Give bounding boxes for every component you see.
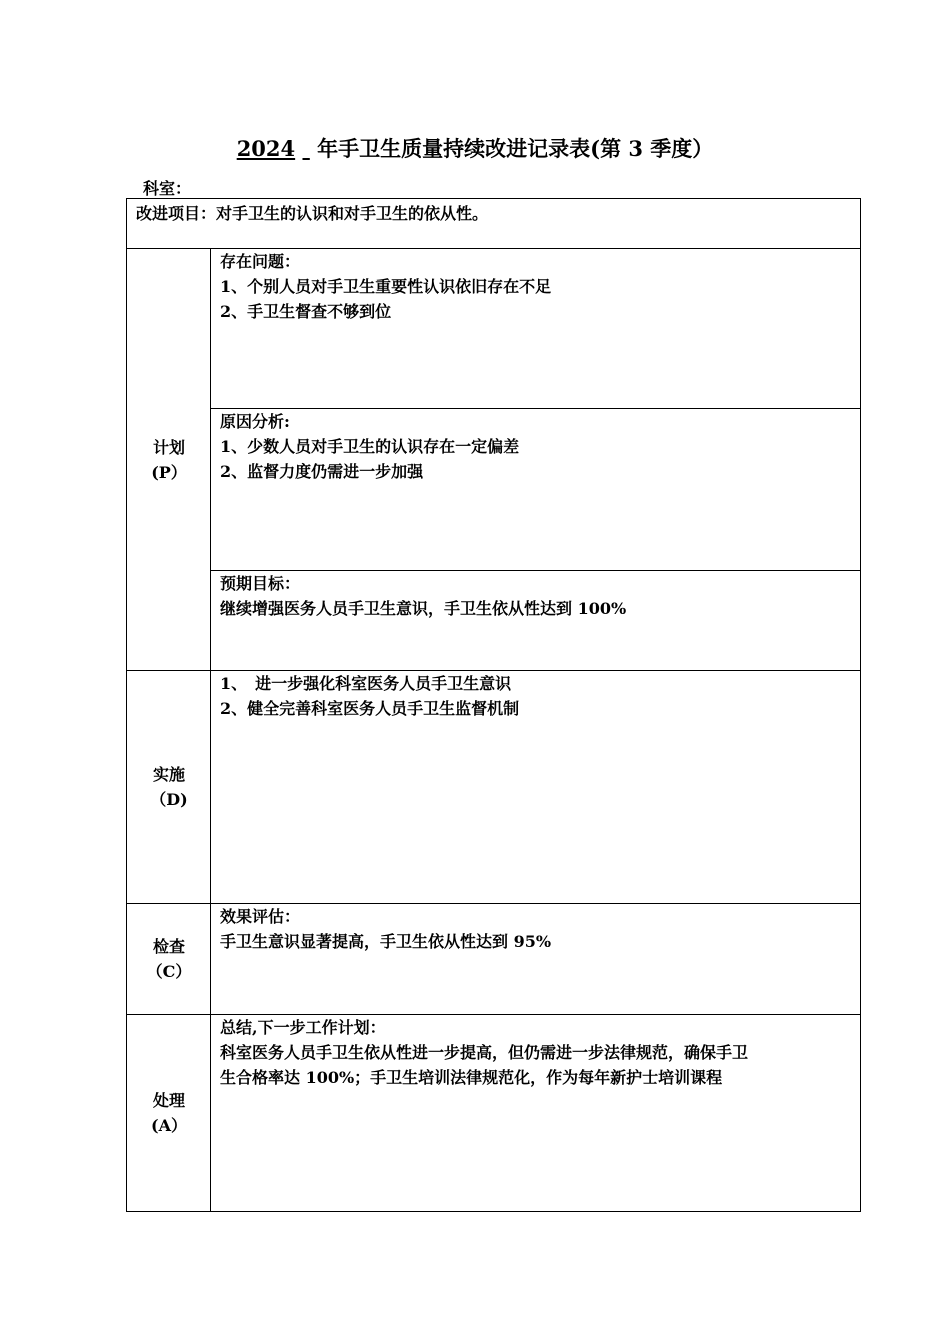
cause-item: 2、监督力度仍需进一步加强 (220, 462, 424, 481)
document-title (0, 133, 950, 163)
goal-cell (220, 571, 626, 621)
check-cell (220, 904, 551, 954)
act-heading: 总结,下一步工作计划： (220, 1018, 386, 1037)
problem-item: 1、个别人员对手卫生重要性认识依旧存在不足 (220, 277, 552, 296)
problems-cell (220, 249, 551, 324)
goal-text: 继续增强医务人员手卫生意识，手卫生依从性达到 100% (220, 599, 627, 618)
plan-label-code: (P） (151, 463, 187, 482)
plan-label (127, 435, 211, 485)
cause-item: 1、少数人员对手卫生的认识存在一定偏差 (220, 437, 520, 456)
record-table (126, 198, 861, 1212)
causes-heading: 原因分析: (220, 412, 290, 431)
problems-heading: 存在问题： (220, 252, 301, 271)
department-label: 科室： (143, 179, 192, 198)
act-text-line: 科室医务人员手卫生依从性进一步提高，但仍需进一步法律规范，确保手卫 (220, 1043, 749, 1062)
do-item: 1、 进一步强化科室医务人员手卫生意识 (220, 674, 512, 693)
act-label-title: 处理 (152, 1091, 185, 1110)
do-cell (220, 671, 519, 721)
do-item: 2、健全完善科室医务人员手卫生监督机制 (220, 699, 520, 718)
problem-item: 2、手卫生督查不够到位 (220, 302, 392, 321)
plan-label-title: 计划 (152, 438, 185, 457)
project-cell (136, 201, 488, 226)
check-label-code: （C） (146, 962, 192, 981)
project-text: 改进项目：对手卫生的认识和对手卫生的依从性。 (136, 204, 489, 223)
act-label-code: (A） (151, 1116, 187, 1135)
goal-heading: 预期目标： (220, 574, 301, 593)
do-label (127, 762, 211, 812)
check-heading: 效果评估： (220, 907, 301, 926)
column-divider (210, 248, 211, 1211)
do-label-title: 实施 (152, 765, 185, 784)
causes-cell (220, 409, 519, 484)
act-cell (220, 1015, 748, 1090)
title-year: 2024 (236, 136, 296, 161)
act-text-line: 生合格率达 100%；手卫生培训法律规范化，作为每年新护士培训课程 (220, 1068, 723, 1087)
act-label (127, 1088, 211, 1138)
check-label (127, 934, 211, 984)
do-label-code: （D) (150, 790, 188, 809)
title-underline-gap (295, 136, 317, 161)
check-label-title: 检查 (152, 937, 185, 956)
title-text: 年手卫生质量持续改进记录表(第 3 季度） (317, 136, 714, 161)
check-text: 手卫生意识显著提高，手卫生依从性达到 95% (220, 932, 552, 951)
